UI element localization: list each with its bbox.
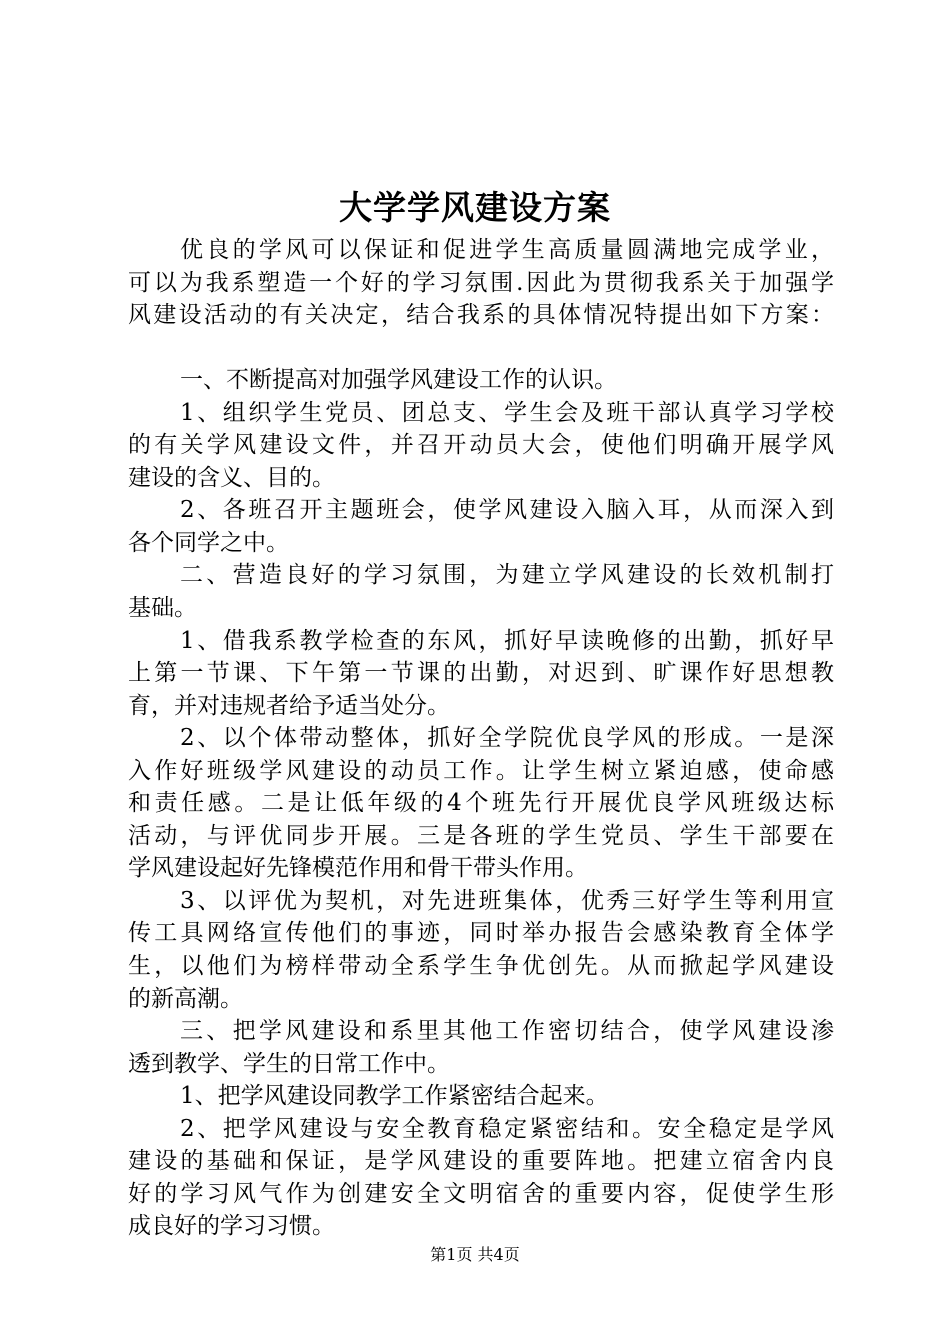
paragraph-line: 入作好班级学风建设的动员工作。让学生树立紧迫感，使命感 [128,757,834,784]
page-title: 大学学风建设方案 [339,188,611,227]
paragraph-line: 基础。 [128,595,197,622]
paragraph-line: 各个同学之中。 [128,529,289,556]
paragraph-line: 学风建设起好先锋模范作用和骨干带头作用。 [128,855,588,882]
blank-line [128,332,834,365]
paragraph-line: 1、把学风建设同教学工作紧密结合起来。 [180,1083,609,1110]
paragraph-line: 传工具网络宣传他们的事迹，同时举办报告会感染教育全体学 [128,920,834,947]
paragraph-line: 活动，与评优同步开展。三是各班的学生党员、学生干部要在 [128,822,834,849]
paragraph-line: 三、把学风建设和系里其他工作密切结合，使学风建设渗 [180,1018,834,1045]
paragraph-line: 2、各班召开主题班会，使学风建设入脑入耳，从而深入到 [180,497,834,524]
paragraph-line: 育，并对违规者给予适当处分。 [128,692,450,719]
paragraph-line: 2、以个体带动整体，抓好全学院优良学风的形成。一是深 [180,725,834,752]
paragraph-line: 好的学习风气作为创建安全文明宿舍的重要内容，促使学生形 [128,1180,834,1207]
page-number: 第1页 共4页 [430,1245,520,1264]
paragraph-line: 3、以评优为契机，对先进班集体，优秀三好学生等利用宣 [180,887,834,914]
paragraph-line: 的有关学风建设文件，并召开动员大会，使他们明确开展学风 [128,432,834,459]
paragraph-line: 优良的学风可以保证和促进学生高质量圆满地完成学业， [180,237,834,263]
paragraph-line: 2、把学风建设与安全教育稳定紧密结和。安全稳定是学风 [180,1115,834,1142]
paragraph-line: 1、组织学生党员、团总支、学生会及班干部认真学习学校 [180,399,834,426]
paragraph-line: 和责任感。二是让低年级的4个班先行开展优良学风班级达标 [128,790,834,817]
paragraph-line: 上第一节课、下午第一节课的出勤，对迟到、旷课作好思想教 [128,660,834,687]
paragraph-line: 二、营造良好的学习氛围，为建立学风建设的长效机制打 [180,562,834,589]
paragraph-line: 可以为我系塑造一个好的学习氛围.因此为贯彻我系关于加强学 [128,269,834,296]
paragraph-line: 透到教学、学生的日常工作中。 [128,1050,450,1077]
paragraph-line: 建设的含义、目的。 [128,464,335,491]
document-body [128,234,834,1243]
paragraph-line: 的新高潮。 [128,985,243,1012]
paragraph-line: 1、借我系教学检查的东风，抓好早读晚修的出勤，抓好早 [180,627,834,654]
paragraph-line: 一、不断提高对加强学风建设工作的认识。 [180,367,617,394]
paragraph-line: 成良好的学习习惯。 [128,1213,335,1240]
paragraph-line: 建设的基础和保证，是学风建设的重要阵地。把建立宿舍内良 [128,1148,834,1175]
paragraph-line: 生，以他们为榜样带动全系学生争优创先。从而掀起学风建设 [128,953,834,980]
paragraph-line: 风建设活动的有关决定，结合我系的具体情况特提出如下方案： [128,302,834,329]
